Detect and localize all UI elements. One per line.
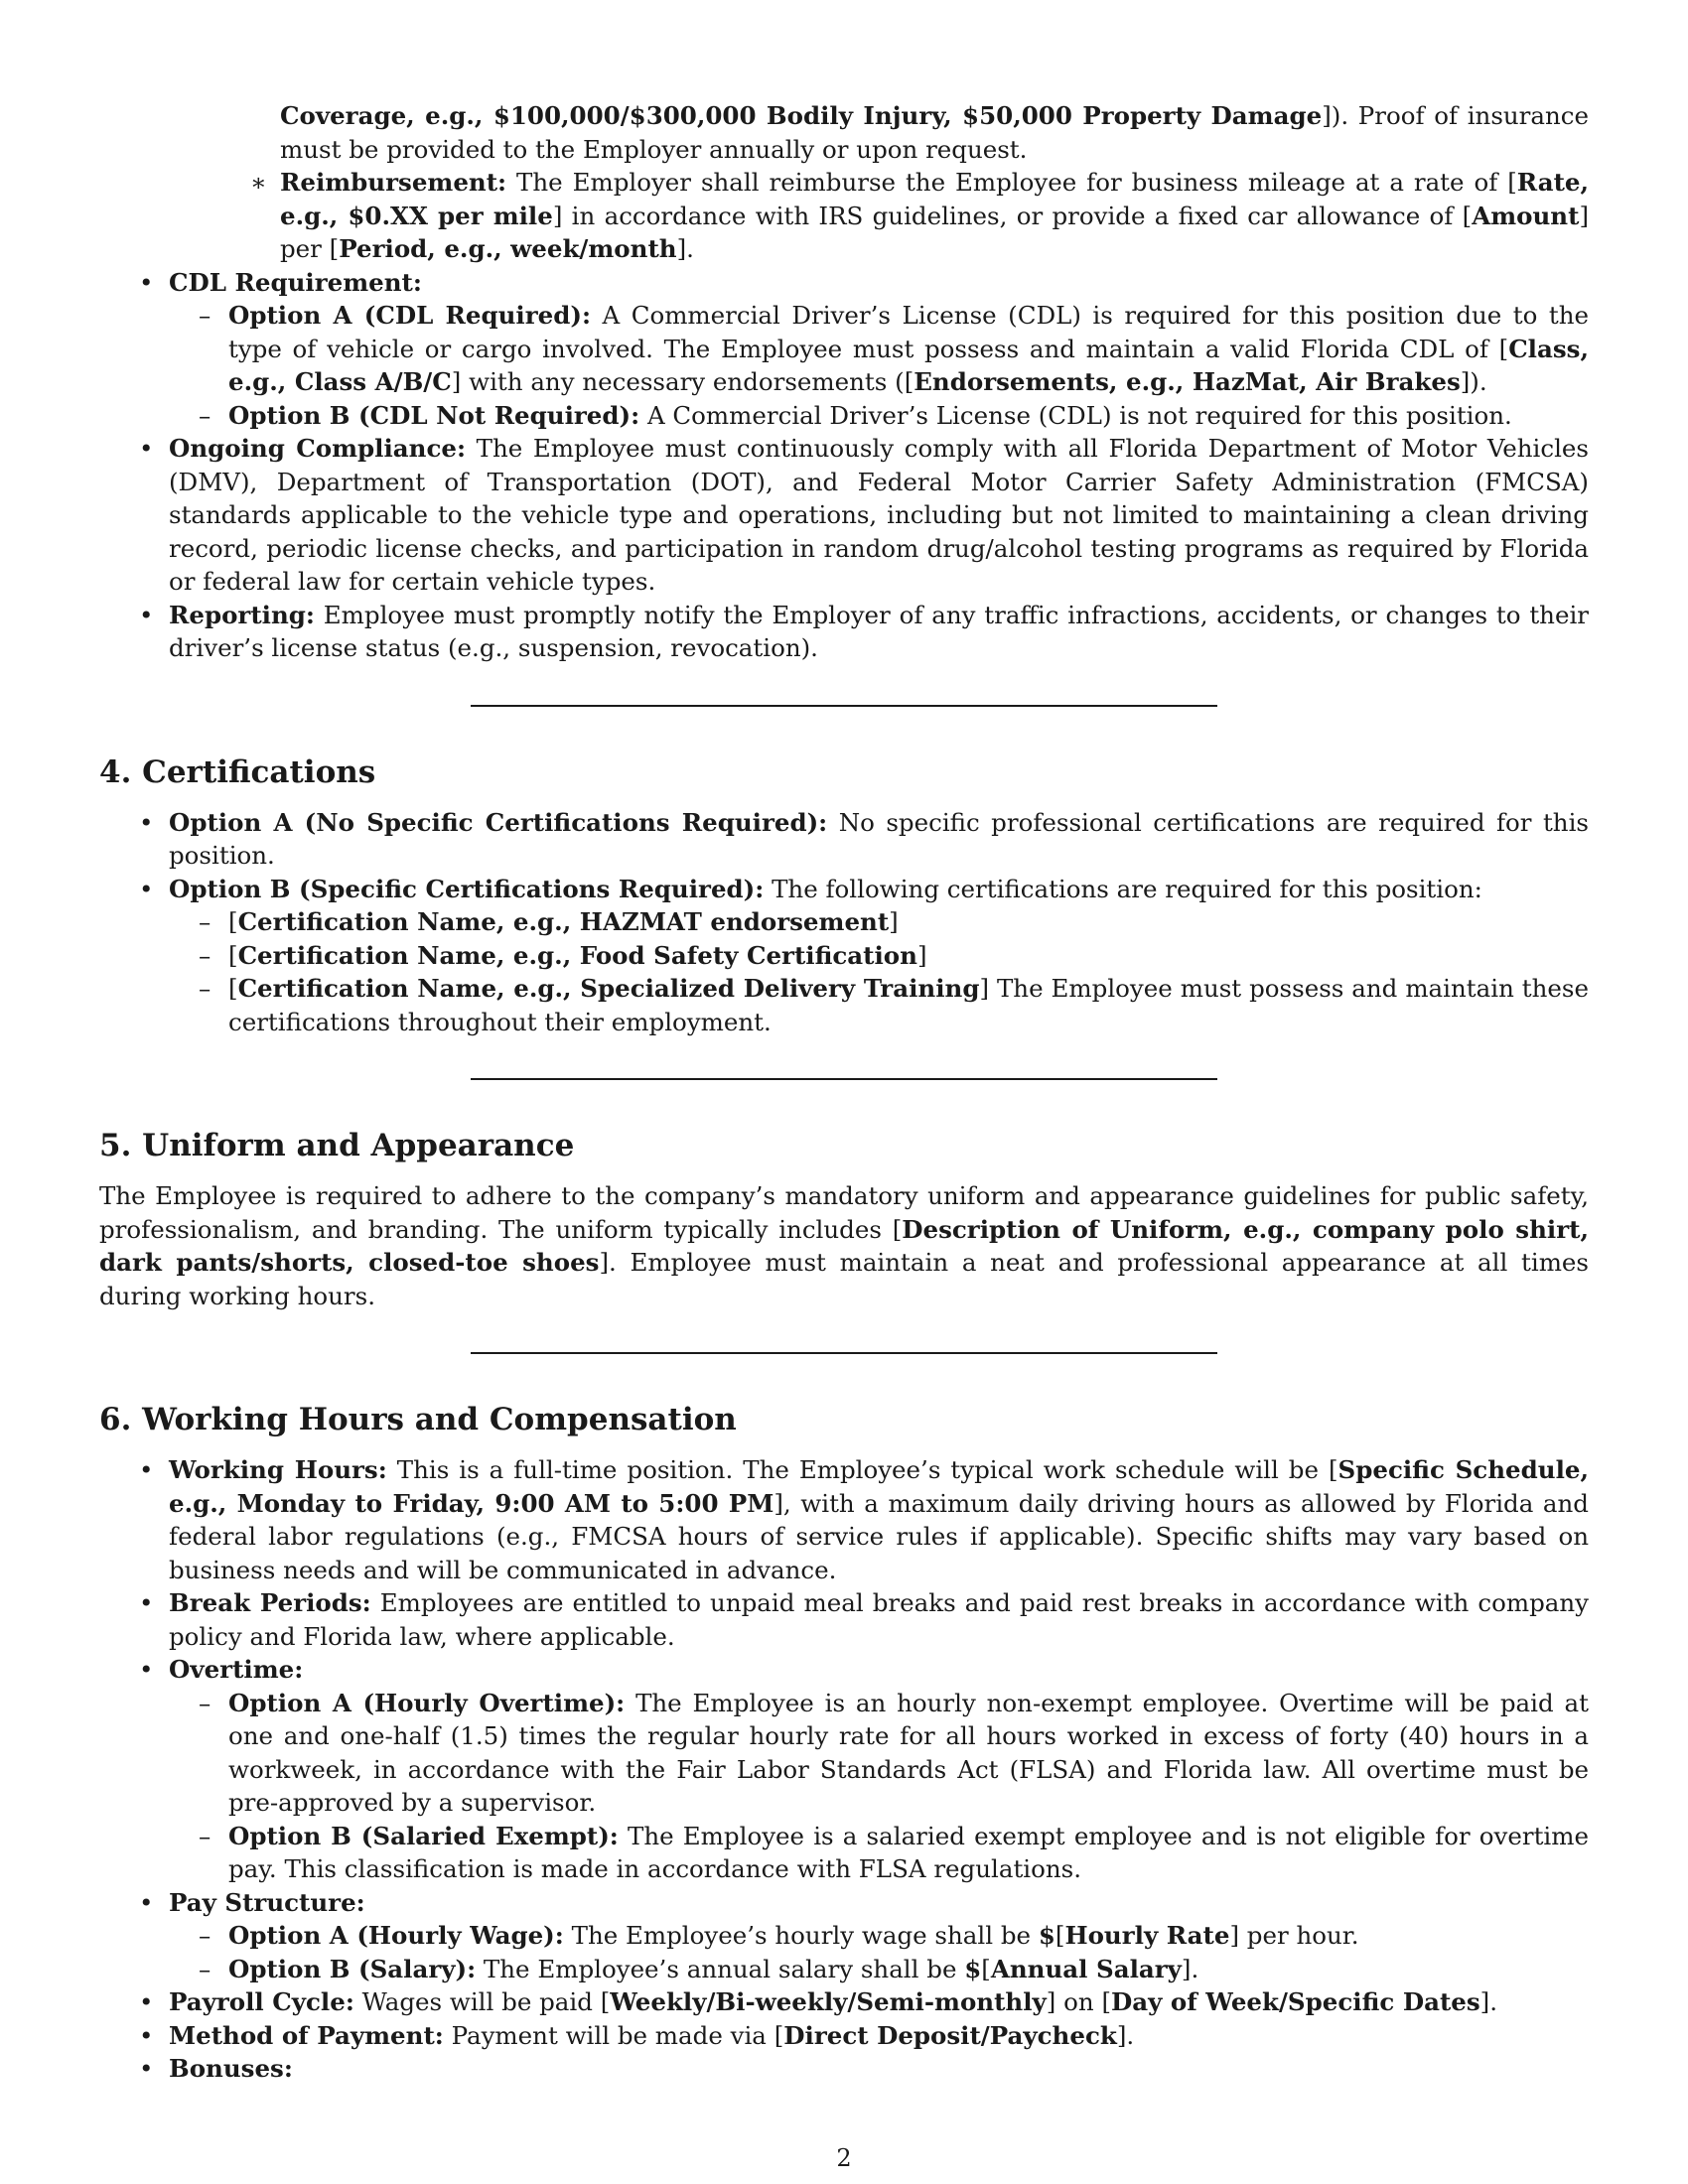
list-item: Coverage, e.g., $100,000/$300,000 Bodily Injury, $50,000 Property Damage]). Proof of insurance must be provided to the Employer annually or upon request.	[280, 101, 1589, 164]
list-item-cdl-option-a: – Option A (CDL Required): A Commercial Driver’s License (CDL) is required for this position due to the type of vehicle or cargo involved. The Employee must possess and maintain a valid Florida CDL of [Class, e.g., Class A/B/C] with any necessary endorsements ([Endorsements, e.g., HazMat, Air Brakes]).	[169, 299, 1589, 399]
certifications-list	[99, 806, 1589, 1039]
list-item-cdl: • CDL Requirement: – Option A (CDL Required): A Commercial Driver’s License (CDL) is required for this position due to the type of vehicle or cargo involved. The Employee must possess and maintain a valid Florida CDL of [Class, e.g., Class A/B/C] with any necessary endorsements ([Endorsements, e.g., HazMat, Air Brakes]). – Option B (CDL Not Required): A Commercial Driver’s License (CDL) is not required for this position.	[99, 266, 1589, 433]
uniform-paragraph: The Employee is required to adhere to the company’s mandatory uniform and appearance guidelines for public safety, professionalism, and branding. The uniform typically includes [Description of Uniform, e.g., company polo shirt, dark pants/shorts, closed-toe shoes]. Employee must maintain a neat and professional appearance at all times during working hours.	[99, 1181, 1590, 1310]
section-divider	[471, 1078, 1217, 1080]
section-heading-working-hours: 6. Working Hours and Compensation	[99, 1402, 737, 1437]
list-item-payroll-cycle: • Payroll Cycle: Wages will be paid [Weekly/Bi-weekly/Semi-monthly] on [Day of Week/Specific Dates].	[99, 1985, 1589, 2019]
list-item-pay-option-b: – Option B (Salary): The Employee’s annual salary shall be $[Annual Salary].	[169, 1953, 1589, 1986]
list-item-pay-option-a: – Option A (Hourly Wage): The Employee’s hourly wage shall be $[Hourly Rate] per hour.	[169, 1919, 1589, 1953]
list-item-cdl-option-b: – Option B (CDL Not Required): A Commercial Driver’s License (CDL) is not required for this position.	[169, 399, 1589, 433]
document-page	[99, 99, 1589, 2086]
working-hours-list	[99, 1453, 1589, 2086]
section-divider	[471, 705, 1217, 707]
continued-list	[99, 99, 1589, 665]
list-item-method-of-payment: • Method of Payment: Payment will be made via [Direct Deposit/Paycheck].	[99, 2019, 1589, 2053]
list-item-certification: – [Certification Name, e.g., Specialized Delivery Training] The Employee must possess and maintain these certifications throughout their employment.	[169, 972, 1589, 1038]
list-item-pay-structure: • Pay Structure: – Option A (Hourly Wage): The Employee’s hourly wage shall be $[Hourly Rate] per hour. – Option B (Salary): The Employee’s annual salary shall be $[Annual Salary].	[99, 1886, 1589, 1986]
section-heading-certifications: 4. Certifications	[99, 753, 376, 790]
list-item-compliance: • Ongoing Compliance: The Employee must continuously comply with all Florida Department of Motor Vehicles (DMV), Department of Transportation (DOT), and Federal Motor Carrier Safety Administration (FMCSA) standards applicable to the vehicle type and operations, including but not limited to maintaining a clean driving record, periodic license checks, and participation in random drug/alcohol testing programs as required by Florida or federal law for certain vehicle types.	[99, 432, 1589, 599]
section-divider	[471, 1352, 1217, 1354]
list-item-cert-option-b: • Option B (Specific Certifications Required): The following certifications are required for this position: – [Certification Name, e.g., HAZMAT endorsement] – [Certification Name, e.g., Food Safety Certification] – [Certification Name, e.g., Specialized Delivery Training] The Employee must possess and maintain these certifications throughout their employment.	[99, 873, 1589, 1039]
list-item-reporting: • Reporting: Employee must promptly notify the Employer of any traffic infractions, accidents, or changes to their driver’s license status (e.g., suspension, revocation).	[99, 599, 1589, 665]
list-item-overtime-option-a: – Option A (Hourly Overtime): The Employee is an hourly non-exempt employee. Overtime will be paid at one and one-half (1.5) times the regular hourly rate for all hours worked in excess of forty (40) hours in a workweek, in accordance with the Fair Labor Standards Act (FLSA) and Florida law. All overtime must be pre-approved by a supervisor.	[169, 1687, 1589, 1820]
page-number: 2	[836, 2144, 852, 2172]
list-item	[99, 99, 1589, 266]
list-item-reimbursement: ∗ Reimbursement: The Employer shall reimburse the Employee for business mileage at a rate of [Rate, e.g., $0.XX per mile] in accordance with IRS guidelines, or provide a fixed car allowance of [Amount] per [Period, e.g., week/month].	[99, 166, 1589, 266]
list-item-bonuses: • Bonuses:	[99, 2052, 1589, 2086]
list-item-certification: – [Certification Name, e.g., Food Safety Certification]	[169, 939, 1589, 973]
list-item-certification: – [Certification Name, e.g., HAZMAT endorsement]	[169, 905, 1589, 939]
list-item-working-hours: • Working Hours: This is a full-time position. The Employee’s typical work schedule will be [Specific Schedule, e.g., Monday to Friday, 9:00 AM to 5:00 PM], with a maximum daily driving hours as allowed by Florida and federal labor regulations (e.g., FMCSA hours of service rules if applicable). Specific shifts may vary based on business needs and will be communicated in advance.	[99, 1453, 1589, 1586]
list-item-break-periods: • Break Periods: Employees are entitled to unpaid meal breaks and paid rest breaks in accordance with company policy and Florida law, where applicable.	[99, 1586, 1589, 1653]
list-item-overtime-option-b: – Option B (Salaried Exempt): The Employee is a salaried exempt employee and is not eligible for overtime pay. This classification is made in accordance with FLSA regulations.	[169, 1820, 1589, 1886]
list-item-cert-option-a: • Option A (No Specific Certifications Required): No specific professional certifications are required for this position.	[99, 806, 1589, 873]
section-heading-uniform: 5. Uniform and Appearance	[99, 1128, 575, 1163]
list-item-overtime: • Overtime: – Option A (Hourly Overtime): The Employee is an hourly non-exempt employee. Overtime will be paid at one and one-half (1.5) times the regular hourly rate for all hours worked in excess of forty (40) hours in a workweek, in accordance with the Fair Labor Standards Act (FLSA) and Florida law. All overtime must be pre-approved by a supervisor. – Option B (Salaried Exempt): The Employee is a salaried exempt employee and is not eligible for overtime pay. This classification is made in accordance with FLSA regulations.	[99, 1653, 1589, 1886]
coverage-text: Coverage, e.g., $100,000/$300,000 Bodily Injury, $50,000 Property Damage	[280, 101, 1323, 130]
